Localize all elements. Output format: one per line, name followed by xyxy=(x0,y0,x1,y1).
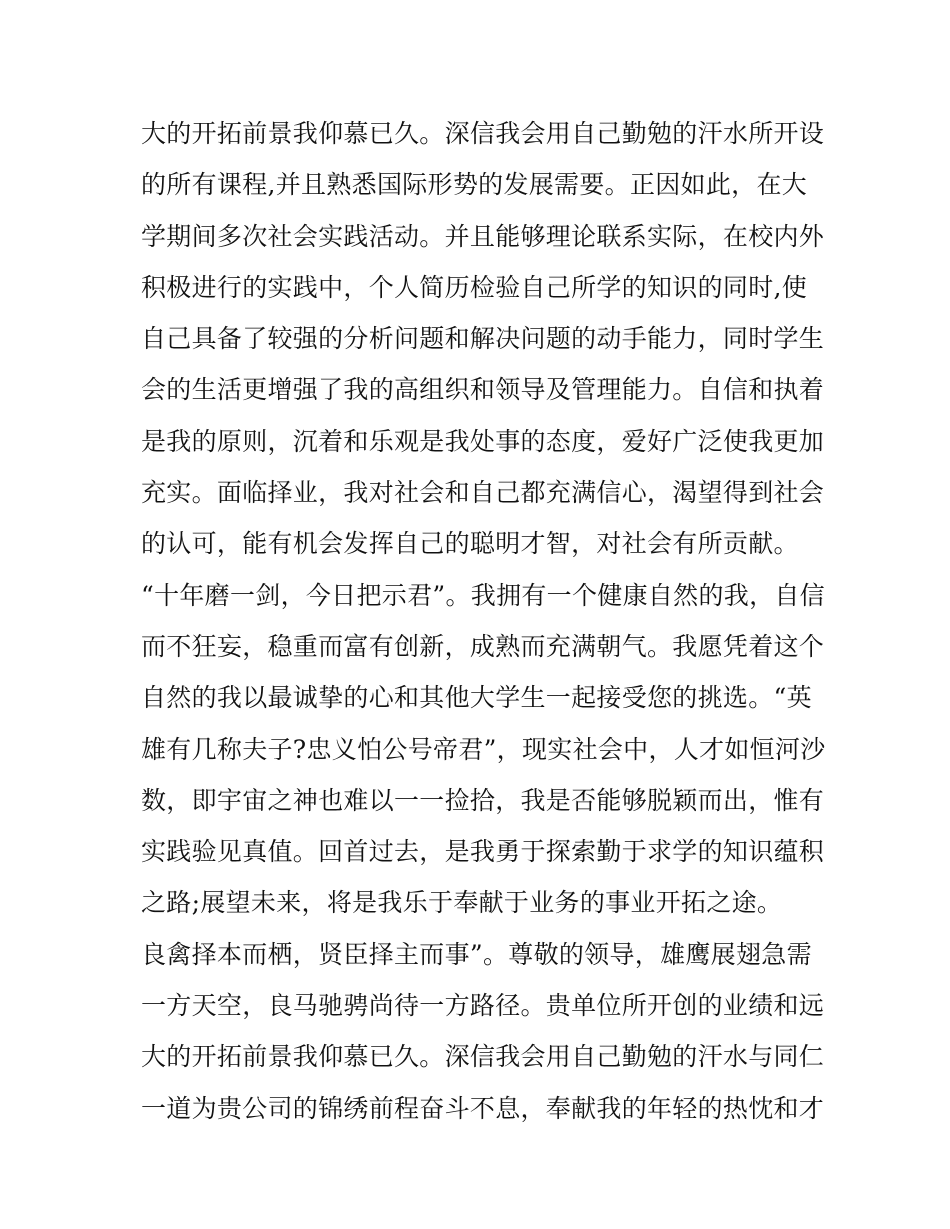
text-line: 雄有几称夫子?忠义怕公号帝君”，现实社会中，人才如恒河沙 xyxy=(141,734,826,764)
text-line: 的所有课程,并且熟悉国际形势的发展需要。正因如此，在大 xyxy=(141,170,808,200)
text-line: 学期间多次社会实践活动。并且能够理论联系实际，在校内外 xyxy=(141,221,825,251)
text-line: 大的开拓前景我仰慕已久。深信我会用自己勤勉的汗水所开设 xyxy=(141,119,825,148)
text-line: 的认可，能有机会发挥自己的聪明才智，对社会有所贡献。 xyxy=(141,529,799,559)
text-line: 充实。面临择业，我对社会和自己都充满信心，渴望得到社会 xyxy=(141,478,825,508)
text-line: 自己具备了较强的分析问题和解决问题的动手能力，同时学生 xyxy=(141,324,825,354)
text-line: 良禽择本而栖，贤臣择主而事”。尊敬的领导，雄鹰展翅急需 xyxy=(141,939,812,969)
text-line: 实践验见真值。回首过去，是我勇于探索勤于求学的知识蕴积 xyxy=(141,837,825,867)
text-line: 是我的原则，沉着和乐观是我处事的态度，爱好广泛使我更加 xyxy=(141,426,825,456)
text-line: 自然的我以最诚挚的心和其他大学生一起接受您的挑选。“英 xyxy=(141,683,812,713)
body-text xyxy=(141,108,826,1134)
text-line: 之路;展望未来，将是我乐于奉献于业务的事业开拓之途。 xyxy=(141,888,783,918)
text-line: 一道为贵公司的锦绣前程奋斗不息，奉献我的年轻的热忱和才 xyxy=(141,1093,825,1123)
text-line: 大的开拓前景我仰慕已久。深信我会用自己勤勉的汗水与同仁 xyxy=(141,1042,825,1072)
text-line: 一方天空，良马驰骋尚待一方路径。贵单位所开创的业绩和远 xyxy=(141,991,825,1021)
text-line: 数，即宇宙之神也难以一一捡拾，我是否能够脱颖而出，惟有 xyxy=(141,785,825,815)
text-line: 而不狂妄，稳重而富有创新，成熟而充满朝气。我愿凭着这个 xyxy=(141,631,825,661)
text-line: 会的生活更增强了我的高组织和领导及管理能力。自信和执着 xyxy=(141,375,825,405)
text-line: 积极进行的实践中，个人简历检验自己所学的知识的同时,使 xyxy=(141,272,808,302)
text-line: “十年磨一剑，今日把示君”。我拥有一个健康自然的我，自信 xyxy=(141,580,825,610)
